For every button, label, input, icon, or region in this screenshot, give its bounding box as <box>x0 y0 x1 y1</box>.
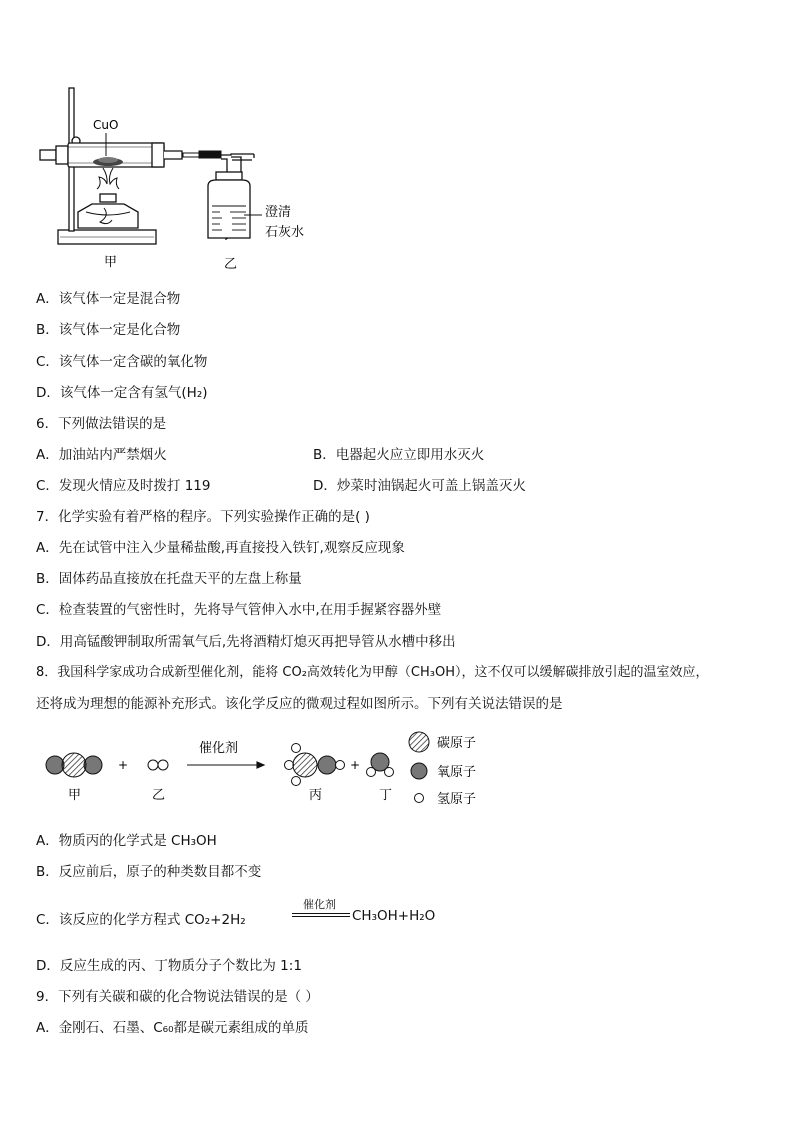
q5-option-b: B．该气体一定是化合物 <box>36 322 181 338</box>
apparatus-yi-label: 乙 <box>224 257 238 272</box>
q6-stem: 6．下列做法错误的是 <box>36 416 167 432</box>
legend-carbon <box>409 732 476 752</box>
molecule-h2o <box>367 753 394 777</box>
legend-hydrogen <box>415 792 477 807</box>
apparatus-figure <box>0 0 794 290</box>
molecule-co2 <box>46 753 102 777</box>
catalyst-equation-arrow <box>292 896 350 926</box>
q8-stem-line2: 还将成为理想的能源补充形式。该化学反应的微观过程如图所示。下列有关说法错误的是 <box>36 696 563 712</box>
diagram-yi-label: 乙 <box>152 788 166 803</box>
lime-water-label-2: 石灰水 <box>265 225 305 240</box>
rubber-connector <box>183 151 221 158</box>
q6-option-a: A．加油站内严禁烟火 <box>36 447 167 463</box>
q8-option-b: B．反应前后，原子的种类数目都不变 <box>36 864 262 880</box>
q9-stem: 9．下列有关碳和碳的化合物说法错误的是（ ） <box>36 989 319 1005</box>
lime-water-label-1: 澄清 <box>265 205 292 220</box>
cuo-label: CuO <box>93 118 119 132</box>
plus-sign-1: + <box>118 758 129 772</box>
molecule-h2 <box>148 760 168 770</box>
q9-option-a: A．金刚石、石墨、C₆₀都是碳元素组成的单质 <box>36 1020 309 1036</box>
q8-option-a: A．物质丙的化学式是 CH₃OH <box>36 833 217 849</box>
reaction-diagram <box>0 725 794 810</box>
diagram-jia-label: 甲 <box>68 788 82 803</box>
q6-option-d: D．炒菜时油锅起火可盖上锅盖灭火 <box>313 478 526 494</box>
diagram-bing-label: 丙 <box>309 788 323 803</box>
q7-option-a: A．先在试管中注入少量稀盐酸,再直接投入铁钉,观察反应现象 <box>36 540 405 556</box>
q8-stem-line1: 8．我国科学家成功合成新型催化剂，能将 CO₂高效转化为甲醇（CH₃OH），这不仅可以缓解碳排放引起的温室效应， <box>36 665 709 680</box>
equation-bar-top <box>292 913 350 914</box>
legend-oxygen-label: 氧原子 <box>437 765 477 780</box>
q5-option-c: C．该气体一定含碳的氧化物 <box>36 354 208 370</box>
q8-option-d: D．反应生成的丙、丁物质分子个数比为 1:1 <box>36 958 302 974</box>
legend-hydrogen-label: 氢原子 <box>437 792 477 807</box>
q6-option-b: B．电器起火应立即用水灭火 <box>313 447 485 463</box>
q7-option-d: D．用高锰酸钾制取所需氧气后,先将酒精灯熄灭再把导管从水槽中移出 <box>36 634 456 650</box>
wash-bottle <box>208 154 262 240</box>
equation-bar-bottom <box>292 916 350 917</box>
q8-option-c-suffix: CH₃OH+H₂O <box>352 908 436 924</box>
q8-option-c-prefix: C．该反应的化学方程式 CO₂+2H₂ <box>36 912 246 928</box>
diagram-ding-label: 丁 <box>379 788 393 803</box>
reaction-arrow <box>187 762 264 768</box>
q5-option-d: D．该气体一定含有氢气(H₂) <box>36 385 208 401</box>
apparatus-jia-label: 甲 <box>104 255 118 270</box>
alcohol-lamp <box>78 168 138 228</box>
q7-option-c: C．检查装置的气密性时，先将导气管伸入水中,在用手握紧容器外壁 <box>36 602 442 618</box>
equation-catalyst-label: 催化剂 <box>303 898 336 911</box>
plus-sign-2: + <box>350 758 361 772</box>
q7-option-b: B．固体药品直接放在托盘天平的左盘上称量 <box>36 571 302 587</box>
legend-carbon-label: 碳原子 <box>437 736 477 751</box>
q5-option-a: A．该气体一定是混合物 <box>36 291 181 307</box>
molecule-ch3oh <box>285 744 345 786</box>
legend-oxygen <box>411 763 476 780</box>
catalyst-label: 催化剂 <box>199 741 239 756</box>
q7-stem: 7．化学实验有着严格的程序。下列实验操作正确的是( ) <box>36 509 370 525</box>
q6-option-c: C．发现火情应及时拨打 119 <box>36 478 211 494</box>
